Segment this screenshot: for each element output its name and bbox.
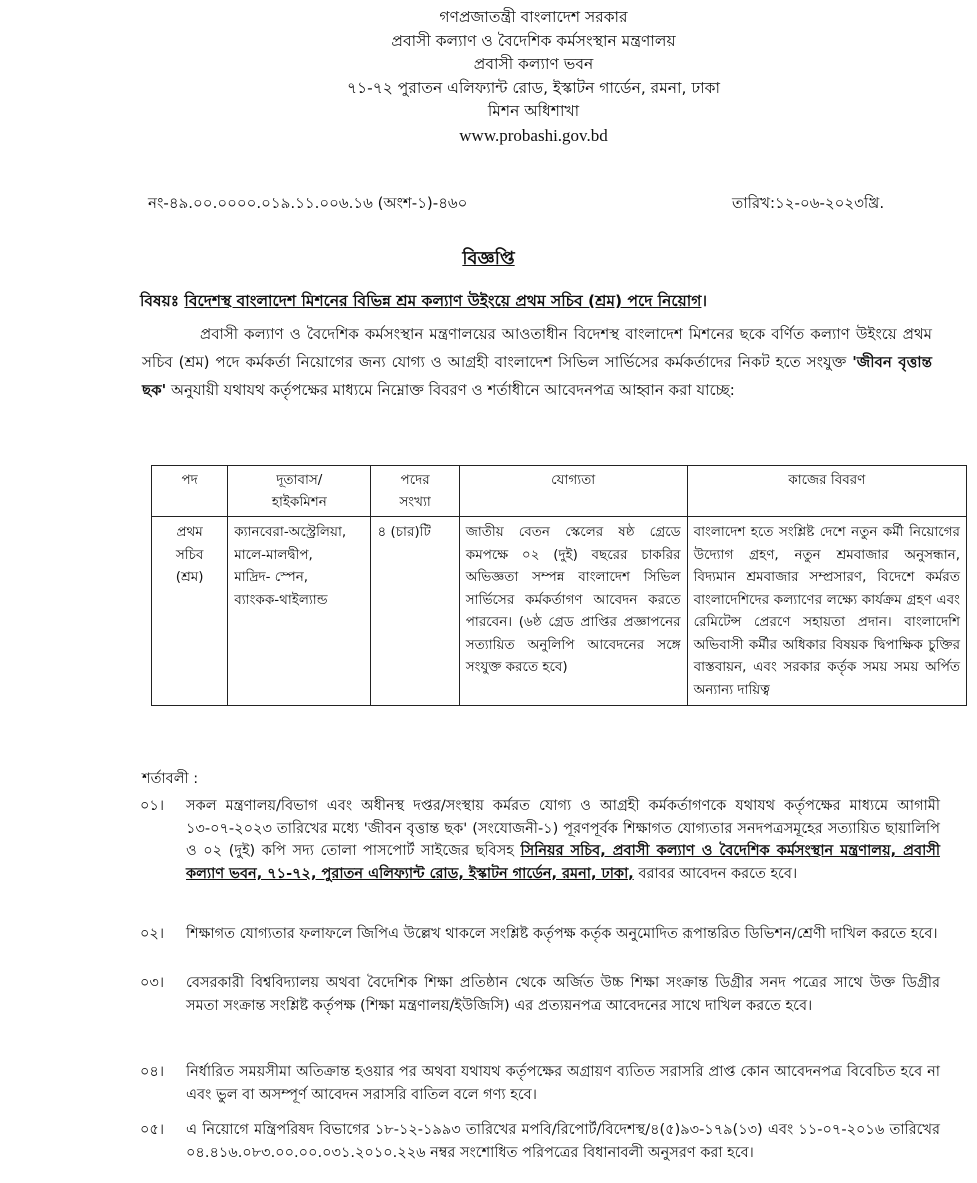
cell-qualification: জাতীয় বেতন স্কেলের ষষ্ঠ গ্রেডে কমপক্ষে ০২ (দুই) বছরের চাকরির অভিজ্ঞতা সম্পন্ন বাংলাদেশ সিভিল সার্ভিসের কর্মকর্তাগণ আবেদন করতে পারবেন। (৬ষ্ঠ গ্রেড প্রাপ্তির প্রজ্ঞাপনের সত্যায়িত অনুলিপি আবেদনের সঙ্গে সংযুক্ত করতে হবে)	[459, 517, 687, 706]
intro-text-1: প্রবাসী কল্যাণ ও বৈদেশিক কর্মসংস্থান মন্ত্রণালয়ের আওতাধীন বিদেশস্থ বাংলাদেশ মিশনের ছকে বর্ণিত কল্যাণ উইংয়ে প্রথম সচিব (শ্রম) পদে কর্মকর্তা নিয়োগের জন্য যোগ্য ও আগ্রহী বাংলাদেশ সিভিল সার্ভিসের কর্মকর্তাদের নিকট হতে সংযুক্ত	[142, 325, 932, 371]
condition-number: ০২।	[140, 926, 165, 942]
subject-end: ।	[701, 292, 707, 310]
cell-post-line3: (শ্রম)	[175, 569, 204, 585]
cell-post	[152, 517, 228, 706]
condition-number: ০৫।	[140, 1122, 165, 1138]
header-job-description: কাজের বিবরণ	[687, 466, 966, 517]
cell-count: ৪ (চার)টি	[371, 517, 459, 706]
condition-text: শিক্ষাগত যোগ্যতার ফলাফলে জিপিএ উল্লেখ থাকলে সংশ্লিষ্ট কর্তৃপক্ষ কর্তৃক অনুমোদিত রূপান্তরিত ডিভিশন/শ্রেণী দাখিল করতে হবে।	[186, 926, 938, 942]
condition-address: সিনিয়র সচিব, প্রবাসী কল্যাণ ও বৈদেশিক কর্মসংস্থান মন্ত্রণালয়, প্রবাসী কল্যাণ ভবন, ৭১-৭২, পুরাতন এলিফ্যান্ট রোড, ইস্কাটন গার্ডেন, রমনা, ঢাকা,	[186, 843, 940, 882]
header-count-line1: পদের	[400, 472, 430, 488]
header-embassy-line1: দূতাবাস/	[276, 472, 323, 488]
subject-line	[140, 289, 707, 315]
header-government: গণপ্রজাতন্ত্রী বাংলাদেশ সরকার	[439, 8, 628, 26]
condition-text: নির্ধারিত সময়সীমা অতিক্রান্ত হওয়ার পর অথবা যথাযথ কর্তৃপক্ষের অগ্রায়ণ ব্যতিত সরাসরি প্রাপ্ত কোন আবেদনপত্র বিবেচিত হবে না এবং ভুল বা অসম্পূর্ণ আবেদন সরাসরি বাতিল বলে গণ্য হবে।	[186, 1064, 940, 1103]
header-qualification: যোগ্যতা	[459, 466, 687, 517]
mission-item: ব্যাংকক-থাইল্যান্ড	[234, 591, 328, 608]
condition-text-end: বরাবর আবেদন করতে হবে।	[638, 865, 798, 882]
conditions-heading: শর্তাবলী :	[142, 771, 199, 787]
subject-label: বিষয়ঃ	[140, 292, 180, 310]
reference-number: নং-৪৯.০০.০০০০.০১৯.১১.০০৬.১৬ (অংশ-১)-৪৬০	[148, 194, 468, 212]
condition-number: ০৩।	[140, 975, 165, 991]
condition-item	[140, 923, 940, 946]
issue-date: তারিখ:১২-০৬-২০২৩খ্রি.	[732, 194, 885, 212]
condition-item	[140, 795, 940, 885]
cell-job-description: বাংলাদেশ হতে সংশ্লিষ্ট দেশে নতুন কর্মী নিয়োগের উদ্যোগ গ্রহণ, নতুন শ্রমবাজার অনুসন্ধান, বিদ্যমান শ্রমবাজার সম্প্রসারণ, বিদেশে কর্মরত বাংলাদেশিদের কল্যাণের লক্ষ্যে কার্যক্রম গ্রহণ এবং রেমিটেন্স প্রেরণে সহায়তা প্রদান। বাংলাদেশি অভিবাসী কর্মীর অধিকার বিষয়ক দ্বিপাক্ষিক চুক্তির বাস্তবায়ন, এবং সরকার কর্তৃক সময় সময় অর্পিত অন্যান্য দায়িত্ব	[687, 517, 966, 706]
cell-post-line2: সচিব	[175, 546, 204, 563]
posts-table	[151, 465, 967, 706]
condition-number: ০৪।	[140, 1064, 165, 1080]
condition-item	[140, 1061, 940, 1106]
header-branch: মিশন অধিশাখা	[487, 102, 580, 120]
table-header-row	[152, 466, 967, 517]
condition-text: সকল মন্ত্রণালয়/বিভাগ এবং অধীনস্থ দপ্তর/সংস্থায় কর্মরত যোগ্য ও আগ্রহী কর্মকর্তাগণকে যথাযথ কর্তৃপক্ষের মাধ্যমে আগামী ১৩-০৭-২০২৩ তারিখের মধ্যে 'জীবন বৃত্তান্ত ছক' (সংযোজনী-১) পূরণপূর্বক শিক্ষাগত যোগ্যতার সনদপত্রসমূহের সত্যায়িত ছায়ালিপি ও ০২ (দুই) কপি সদ্য তোলা পাসপোর্ট সাইজের ছবিসহ	[186, 798, 940, 859]
intro-form-name: 'জীবন বৃত্তান্ত ছক'	[142, 353, 932, 399]
header-post: পদ	[152, 466, 228, 517]
table-row	[152, 517, 967, 706]
header-count-line2: সংখ্যা	[399, 494, 431, 510]
cell-post-line1: প্রথম	[176, 524, 203, 540]
intro-paragraph	[142, 320, 932, 404]
mission-item: মাদ্রিদ- স্পেন,	[234, 569, 309, 585]
condition-text: বেসরকারী বিশ্ববিদ্যালয় অথবা বৈদেশিক শিক্ষা প্রতিষ্ঠান থেকে অর্জিত উচ্চ শিক্ষা সংক্রান্ত ডিগ্রীর সনদ পত্রের সাথে উক্ত ডিগ্রীর সমতা সংক্রান্ত সংশ্লিষ্ট কর্তৃপক্ষ (শিক্ষা মন্ত্রণালয়/ইউজিসি) এর প্রত্যয়নপত্র আবেদনের সাথে দাখিল করতে হবে।	[186, 975, 940, 1014]
mission-item: মালে-মালদ্বীপ,	[234, 546, 313, 563]
header-count	[371, 466, 459, 517]
letterhead	[0, 6, 977, 147]
condition-number: ০১।	[140, 798, 165, 814]
cell-missions	[228, 517, 371, 706]
header-website-link[interactable]: www.probashi.gov.bd	[459, 125, 608, 145]
header-embassy-line2: হাইকমিশন	[271, 494, 327, 510]
mission-item: ক্যানবেরা-অস্ট্রেলিয়া,	[234, 524, 347, 540]
condition-text: এ নিয়োগে মন্ত্রিপরিষদ বিভাগের ১৮-১২-১৯৯৩ তারিখের মপবি/রিপোর্ট/বিদেশস্থ/৪(৫)৯৩-১৭৯(১৩) এবং ১১-০৭-২০১৬ তারিখের ০৪.৪১৬.০৮৩.০০.০০.০৩১.২০১০.২২৬ নম্বর সংশোধিত পরিপত্রের বিধানাবলী অনুসরণ করা হবে।	[186, 1122, 940, 1161]
intro-text-2: অনুযায়ী যথাযথ কর্তৃপক্ষের মাধ্যমে নিম্নোক্ত বিবরণ ও শর্তাধীনে আবেদনপত্র আহ্বান করা যাচ্ছে:	[170, 381, 735, 399]
header-embassy	[228, 466, 371, 517]
subject-text: বিদেশস্থ বাংলাদেশ মিশনের বিভিন্ন শ্রম কল্যাণ উইংয়ে প্রথম সচিব (শ্রম) পদে নিয়োগ	[184, 292, 702, 310]
header-ministry: প্রবাসী কল্যাণ ও বৈদেশিক কর্মসংস্থান মন্ত্রণালয়	[391, 31, 676, 50]
condition-item	[140, 972, 940, 1017]
header-building: প্রবাসী কল্যাণ ভবন	[473, 55, 594, 73]
notice-title: বিজ্ঞপ্তি	[462, 248, 515, 269]
condition-item	[140, 1119, 940, 1164]
header-address: ৭১-৭২ পুরাতন এলিফ্যান্ট রোড, ইস্কাটন গার্ডেন, রমনা, ঢাকা	[346, 78, 721, 97]
